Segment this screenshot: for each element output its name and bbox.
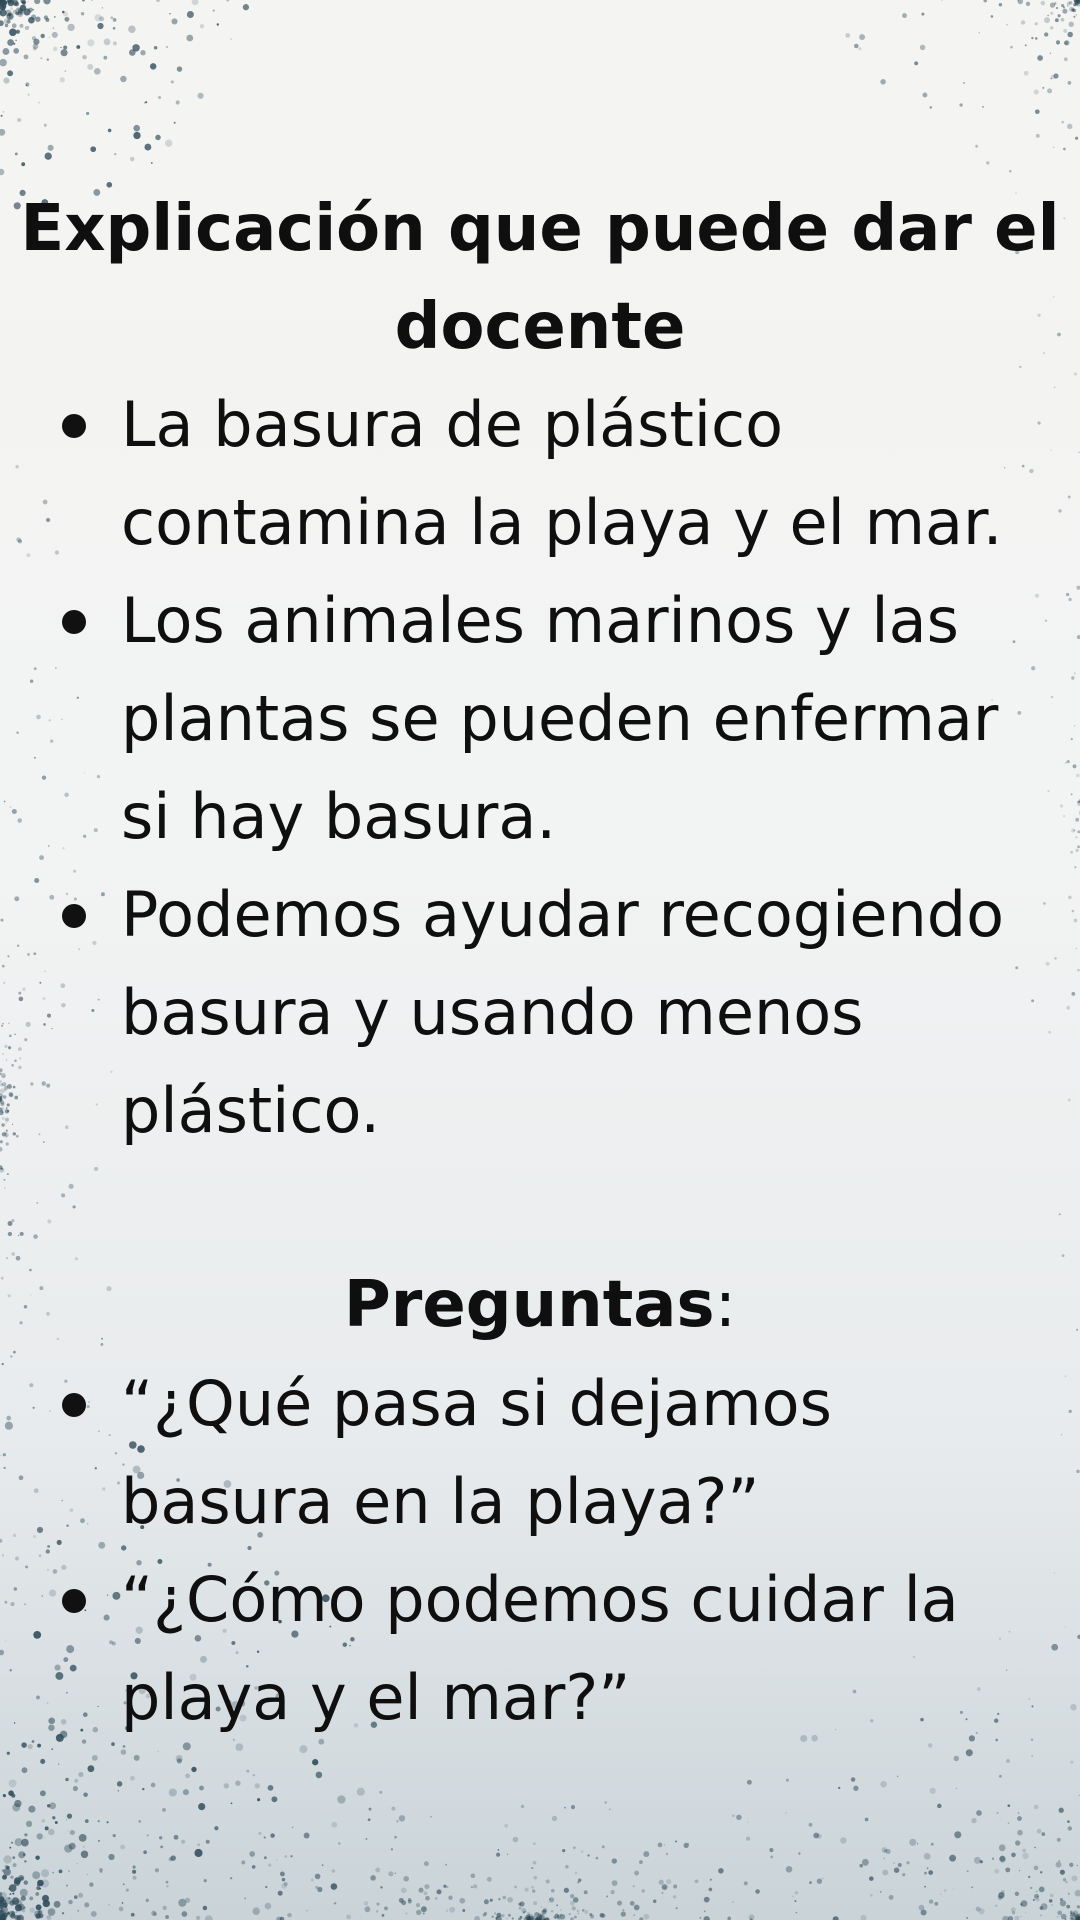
bullet-dot-icon: [62, 610, 86, 634]
list-item-line: contamina la playa y el mar.: [121, 486, 1003, 559]
list-item: [0, 572, 1004, 866]
list-item-line: La basura de plástico: [121, 388, 784, 461]
questions-list: [0, 1355, 959, 1747]
list-item-line: Los animales marinos y las: [121, 584, 959, 657]
questions-heading-colon: :: [714, 1268, 737, 1342]
explanation-heading-line-2: docente: [394, 290, 686, 364]
list-item-line: playa y el mar?”: [121, 1661, 631, 1734]
bullet-dot-icon: [62, 904, 86, 928]
list-item: [0, 1551, 959, 1747]
bullet-dot-icon: [62, 1589, 86, 1613]
list-item-line: basura y usando menos: [121, 976, 864, 1049]
list-item: [0, 866, 1004, 1160]
list-item-line: Podemos ayudar recogiendo: [121, 878, 1005, 951]
questions-heading-text: Preguntas: [343, 1268, 715, 1342]
list-item: [0, 1355, 959, 1551]
list-item-line: “¿Qué pasa si dejamos: [121, 1367, 832, 1440]
list-item: [0, 376, 1004, 572]
questions-heading: [20, 1256, 1060, 1354]
explanation-heading: [20, 180, 1060, 376]
list-item-line: plástico.: [121, 1074, 381, 1147]
explanation-list: [0, 376, 1004, 1160]
bullet-dot-icon: [62, 414, 86, 438]
list-item-line: “¿Cómo podemos cuidar la: [121, 1563, 959, 1636]
bullet-dot-icon: [62, 1393, 86, 1417]
list-item-line: plantas se pueden enfermar: [121, 682, 999, 755]
explanation-heading-line-1: Explicación que puede dar el: [20, 192, 1060, 266]
list-item-line: basura en la playa?”: [121, 1465, 760, 1538]
list-item-line: si hay basura.: [121, 780, 557, 853]
